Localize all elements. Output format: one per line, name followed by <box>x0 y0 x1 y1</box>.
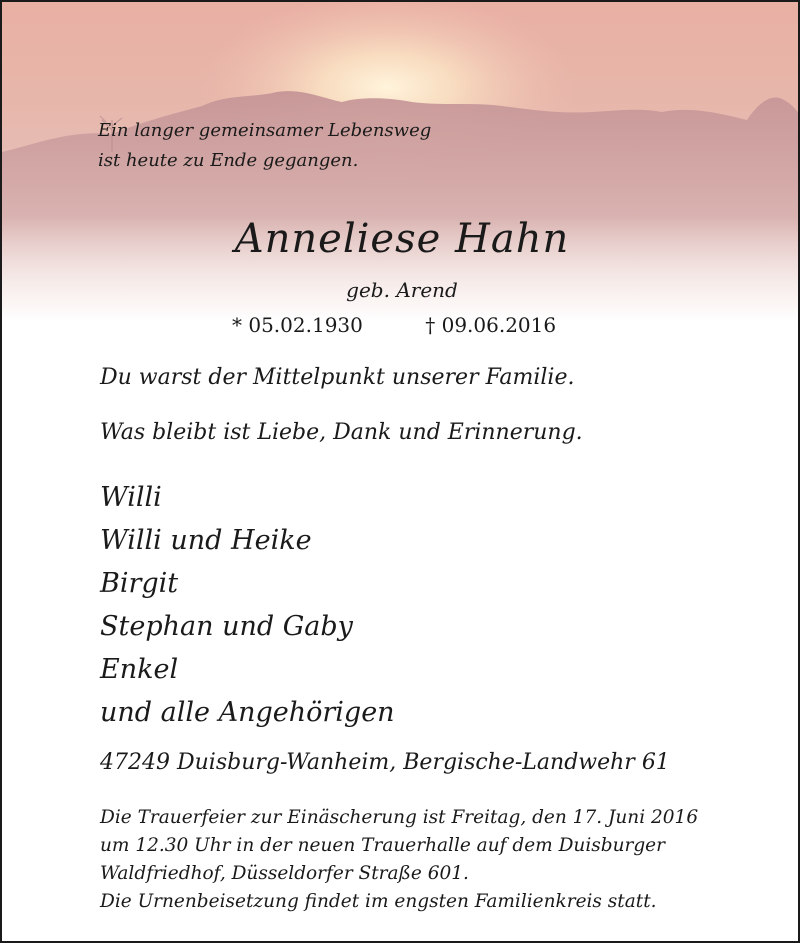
mourner: Stephan und Gaby <box>100 611 353 642</box>
mourner: Willi und Heike <box>100 525 312 556</box>
maiden-name: geb. Arend <box>346 278 458 302</box>
mourner: Willi <box>100 482 162 513</box>
death-date: † 09.06.2016 <box>425 313 557 337</box>
quote-line: Was bleibt ist Liebe, Dank und Erinnerung. <box>100 420 583 445</box>
notice-line: Die Urnenbeisetzung findet im engsten Familienkreis statt. <box>100 891 657 912</box>
mourner: Enkel <box>100 654 179 685</box>
notice-line: Waldfriedhof, Düsseldorfer Straße 601. <box>100 863 469 884</box>
intro-line: ist heute zu Ende gegangen. <box>98 150 359 171</box>
intro-text <box>98 116 431 176</box>
mourner: Birgit <box>100 568 179 599</box>
address: 47249 Duisburg-Wanheim, Bergische-Landwehr 61 <box>100 750 670 775</box>
mourners-list <box>100 476 395 734</box>
life-dates <box>232 313 556 337</box>
intro-line: Ein langer gemeinsamer Lebensweg <box>98 120 432 141</box>
mourner: und alle Angehörigen <box>100 697 395 728</box>
quote-line: Du warst der Mittelpunkt unserer Familie. <box>100 365 575 390</box>
notice-line: um 12.30 Uhr in der neuen Trauerhalle auf dem Duisburger <box>100 835 665 856</box>
deceased-name: Anneliese Hahn <box>234 216 570 262</box>
birth-date: * 05.02.1930 <box>232 313 363 337</box>
funeral-notice <box>100 804 698 916</box>
notice-line: Die Trauerfeier zur Einäscherung ist Freitag, den 17. Juni 2016 <box>100 807 699 828</box>
